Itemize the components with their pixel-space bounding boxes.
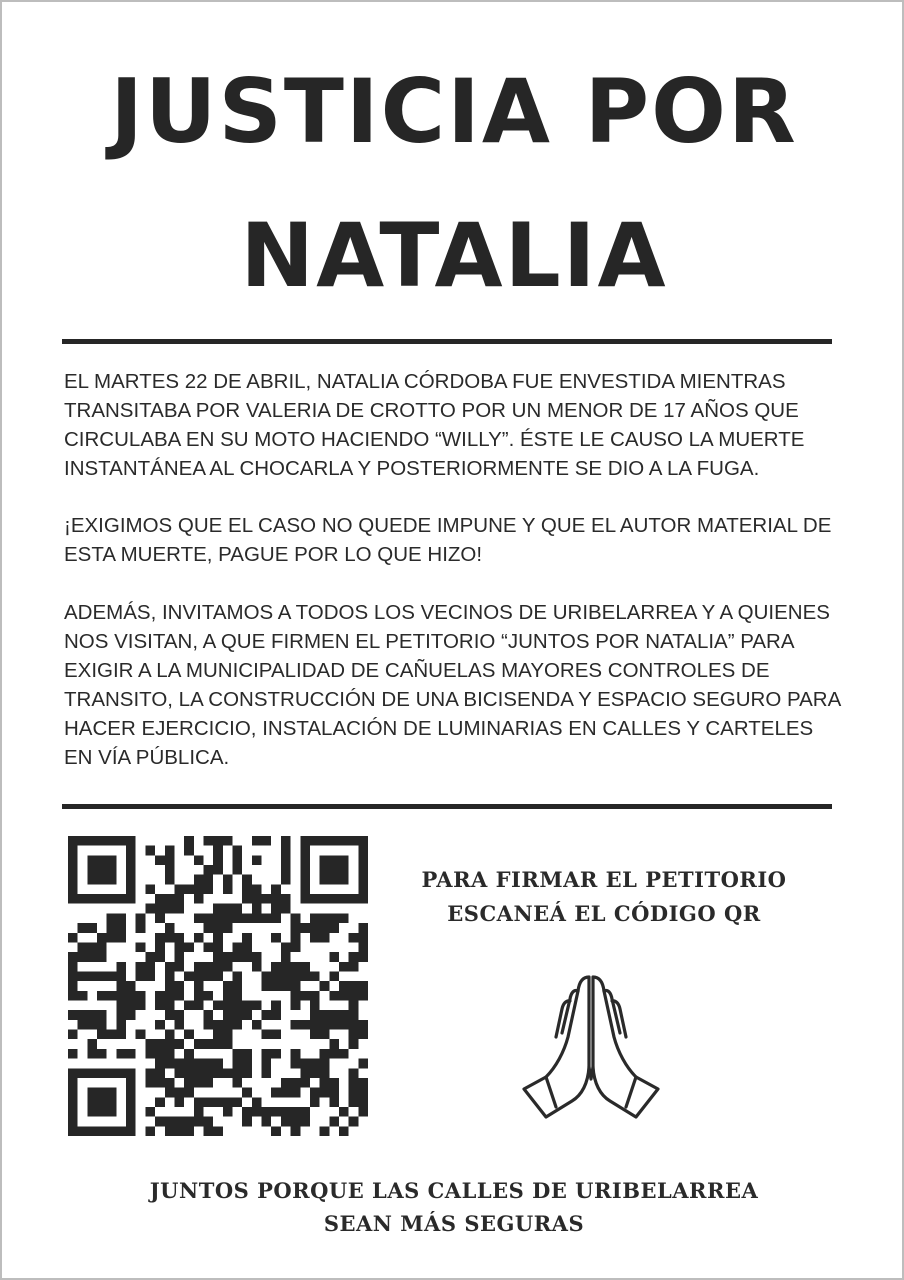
demand-paragraph: ¡EXIGIMOS QUE EL CASO NO QUEDE IMPUNE Y QUE EL AUTOR MATERIAL DE ESTA MUERTE, PAGUE POR LO QUE HIZO!	[64, 514, 832, 566]
scan-instructions-line-1: PARA FIRMAR EL PETITORIO	[421, 867, 787, 892]
bottom-divider	[62, 804, 832, 809]
scan-instructions-line-2: ESCANEÁ EL CÓDIGO QR	[447, 901, 761, 926]
incident-paragraph: EL MARTES 22 DE ABRIL, NATALIA CÓRDOBA FUE ENVESTIDA MIENTRAS TRANSITABA POR VALERIA DE CROTTO POR UN MENOR DE 17 AÑOS QUE CIRCULABA EN SU MOTO HACIENDO “WILLY”. ÉSTE LE CAUSO LA MUERTE INSTANTÁNEA AL CHOCARLA Y POSTERIORMENTE SE DIO A LA FUGA.	[64, 370, 805, 480]
footer-slogan-line-2: SEAN MÁS SEGURAS	[323, 1211, 585, 1236]
qr-code-icon[interactable]	[68, 836, 368, 1136]
scan-instructions	[414, 863, 794, 931]
top-divider	[62, 339, 832, 344]
poster-title-line-1: JUSTICIA POR	[110, 60, 798, 163]
footer-slogan-line-1: JUNTOS PORQUE LAS CALLES DE URIBELARREA	[149, 1178, 759, 1203]
petition-paragraph: ADEMÁS, INVITAMOS A TODOS LOS VECINOS DE URIBELARREA Y A QUIENES NOS VISITAN, A QUE FIRMEN EL PETITORIO “JUNTOS POR NATALIA” PARA EXIGIR A LA MUNICIPALIDAD DE CAÑUELAS MAYORES CONTROLES DE TRANSITO, LA CONSTRUCCIÓN DE UNA BICISENDA Y ESPACIO SEGURO PARA HACER EJERCICIO, INSTALACIÓN DE LUMINARIAS EN CALLES Y CARTELES EN VÍA PÚBLICA.	[64, 601, 841, 769]
praying-hands-icon	[516, 967, 666, 1127]
poster-title-line-2: NATALIA	[240, 204, 668, 307]
footer-slogan	[2, 1174, 904, 1240]
